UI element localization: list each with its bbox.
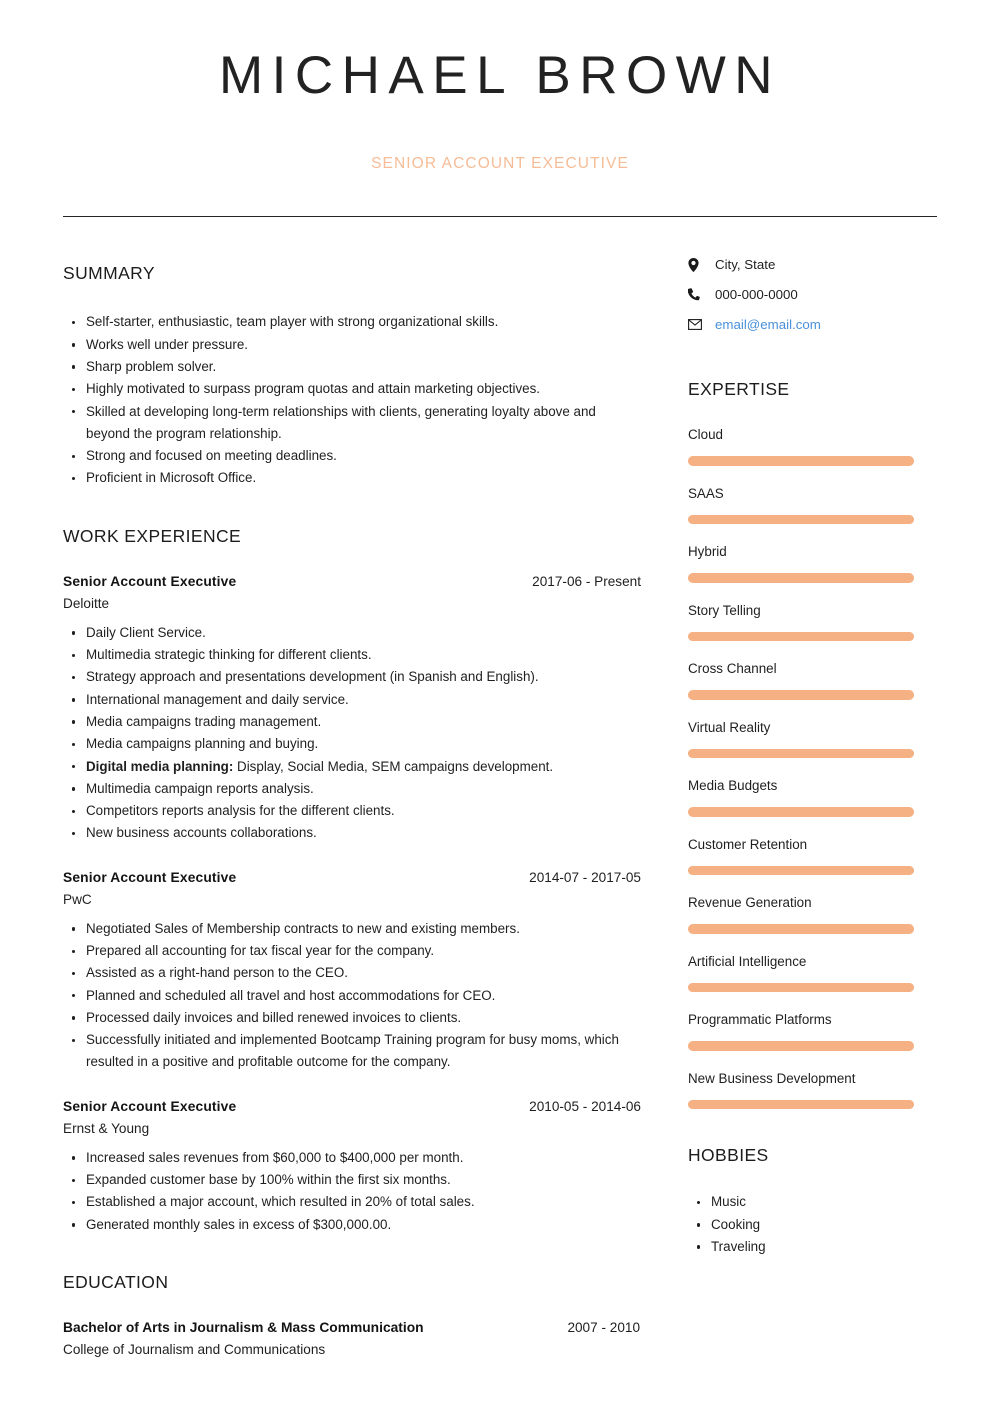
hobbies-heading: HOBBIES — [688, 1145, 769, 1166]
job-bullet: Digital media planning: Display, Social Media, SEM campaigns development. — [63, 756, 641, 778]
skill-bar-fill — [688, 1041, 914, 1051]
skill-entry — [688, 837, 937, 876]
job-bullet: Strategy approach and presentations development (in Spanish and English). — [63, 666, 641, 688]
skill-entry — [688, 1012, 937, 1051]
education-school: College of Journalism and Communications — [63, 1341, 326, 1357]
summary-item: Self-starter, enthusiastic, team player with strong organizational skills. — [63, 311, 641, 333]
skill-entry — [688, 720, 937, 759]
education-entry — [63, 1320, 641, 1357]
skill-label: Revenue Generation — [688, 895, 812, 911]
skill-entry — [688, 895, 937, 934]
skill-bar — [688, 1100, 914, 1110]
job-company: Deloitte — [63, 595, 110, 611]
skill-label: SAAS — [688, 485, 724, 501]
contact-row — [688, 287, 937, 302]
expertise-section — [688, 379, 937, 1109]
job-dates: 2017-06 - Present — [532, 573, 641, 589]
skill-bar — [688, 807, 914, 817]
job-bullet: Competitors reports analysis for the different clients. — [63, 800, 641, 822]
skill-bar — [688, 749, 914, 759]
skill-bar-fill — [688, 1100, 914, 1110]
job-bullet-list — [63, 1147, 641, 1236]
job-header — [63, 1099, 641, 1114]
education-header — [63, 1320, 641, 1335]
summary-item: Highly motivated to surpass program quotas and attain marketing objectives. — [63, 378, 641, 400]
job-bullet: Planned and scheduled all travel and host accommodations for CEO. — [63, 985, 641, 1007]
job-bullet-list — [63, 622, 641, 845]
contact-section — [688, 257, 937, 332]
location-pin-icon — [688, 258, 710, 272]
job-bullet: Increased sales revenues from $60,000 to $400,000 per month. — [63, 1147, 641, 1169]
job-bullet: International management and daily service. — [63, 689, 641, 711]
job-header — [63, 870, 641, 885]
summary-list — [63, 311, 641, 489]
skill-label: Media Budgets — [688, 778, 778, 794]
skill-bar-fill — [688, 866, 914, 876]
skill-entry — [688, 778, 937, 817]
job-title: Senior Account Executive — [63, 573, 237, 589]
job-title: Senior Account Executive — [63, 869, 237, 885]
summary-item: Skilled at developing long-term relationships with clients, generating loyalty above and beyond the program relationship. — [63, 401, 641, 446]
job-dates: 2014-07 - 2017-05 — [529, 869, 641, 885]
summary-item: Works well under pressure. — [63, 334, 641, 356]
skill-bar — [688, 690, 914, 700]
skill-entry — [688, 1071, 937, 1110]
job-bullet: Daily Client Service. — [63, 622, 641, 644]
main-column — [63, 263, 641, 1357]
job-entry — [63, 1099, 641, 1236]
job-bullet: Expanded customer base by 100% within the first six months. — [63, 1169, 641, 1191]
skill-entry — [688, 661, 937, 700]
skill-bar-fill — [688, 573, 914, 583]
skill-bar — [688, 924, 914, 934]
education-degree: Bachelor of Arts in Journalism & Mass Communication — [63, 1319, 424, 1335]
skill-bar — [688, 866, 914, 876]
skill-bar-fill — [688, 515, 914, 525]
candidate-job-title: SENIOR ACCOUNT EXECUTIVE — [371, 155, 629, 173]
job-bullet: Processed daily invoices and billed renewed invoices to clients. — [63, 1007, 641, 1029]
header-divider — [63, 216, 937, 217]
skill-bar — [688, 632, 914, 642]
skill-label: Cloud — [688, 427, 723, 443]
job-company: PwC — [63, 891, 92, 907]
skill-bar-fill — [688, 807, 914, 817]
contact-value: 000-000-0000 — [715, 287, 798, 303]
skill-bar — [688, 573, 914, 583]
skill-label: New Business Development — [688, 1070, 856, 1086]
resume-body — [0, 257, 1000, 1357]
education-section — [63, 1272, 641, 1357]
skill-bar — [688, 983, 914, 993]
candidate-name: MICHAEL BROWN — [218, 46, 781, 105]
skill-bar — [688, 515, 914, 525]
skill-bar-fill — [688, 456, 914, 466]
hobbies-list — [688, 1191, 937, 1258]
job-bullet: Media campaigns trading management. — [63, 711, 641, 733]
contact-email-link[interactable]: email@email.com — [715, 317, 821, 333]
job-bullet-emphasis: Digital media planning: — [86, 758, 234, 774]
education-dates: 2007 - 2010 — [567, 1319, 640, 1335]
skill-entry — [688, 427, 937, 466]
job-list — [63, 574, 641, 1236]
skill-entry — [688, 954, 937, 993]
skill-entry — [688, 544, 937, 583]
education-list — [63, 1320, 641, 1357]
skill-bar-fill — [688, 924, 914, 934]
expertise-heading: EXPERTISE — [688, 379, 790, 400]
skill-entry — [688, 603, 937, 642]
hobbies-section — [688, 1145, 937, 1258]
job-bullet-list — [63, 918, 641, 1074]
job-title: Senior Account Executive — [63, 1098, 237, 1114]
skill-bar-fill — [688, 983, 914, 993]
contact-row[interactable] — [688, 317, 937, 332]
summary-heading: SUMMARY — [63, 263, 155, 284]
job-bullet: Assisted as a right-hand person to the CEO. — [63, 962, 641, 984]
work-experience-section — [63, 526, 641, 1236]
job-company: Ernst & Young — [63, 1120, 150, 1136]
job-bullet: Multimedia campaign reports analysis. — [63, 778, 641, 800]
summary-item: Proficient in Microsoft Office. — [63, 467, 641, 489]
job-bullet: Successfully initiated and implemented Bootcamp Training program for busy moms, which resulted in a positive and profitable outcome for the company. — [63, 1029, 641, 1074]
resume-header — [0, 0, 1000, 173]
skill-label: Programmatic Platforms — [688, 1012, 832, 1028]
job-bullet: Media campaigns planning and buying. — [63, 733, 641, 755]
skill-label: Cross Channel — [688, 661, 777, 677]
job-entry — [63, 870, 641, 1074]
job-bullet: New business accounts collaborations. — [63, 822, 641, 844]
skill-bar-fill — [688, 632, 914, 642]
skill-label: Story Telling — [688, 602, 761, 618]
job-bullet: Multimedia strategic thinking for different clients. — [63, 644, 641, 666]
work-experience-heading: WORK EXPERIENCE — [63, 525, 242, 546]
skill-label: Hybrid — [688, 544, 727, 560]
sidebar-column — [641, 257, 937, 1258]
skill-bar-fill — [688, 690, 914, 700]
job-bullet: Established a major account, which resulted in 20% of total sales. — [63, 1191, 641, 1213]
job-bullet: Negotiated Sales of Membership contracts to new and existing members. — [63, 918, 641, 940]
education-heading: EDUCATION — [63, 1271, 169, 1292]
summary-section — [63, 263, 641, 489]
envelope-icon — [688, 319, 710, 330]
hobby-item: Music — [688, 1191, 937, 1213]
skill-list — [688, 427, 937, 1109]
job-entry — [63, 574, 641, 845]
contact-row — [688, 257, 937, 272]
summary-item: Strong and focused on meeting deadlines. — [63, 445, 641, 467]
job-bullet: Prepared all accounting for tax fiscal year for the company. — [63, 940, 641, 962]
skill-label: Virtual Reality — [688, 719, 771, 735]
summary-item: Sharp problem solver. — [63, 356, 641, 378]
skill-entry — [688, 486, 937, 525]
skill-label: Artificial Intelligence — [688, 953, 807, 969]
hobby-item: Traveling — [688, 1236, 937, 1258]
job-header — [63, 574, 641, 589]
skill-label: Customer Retention — [688, 836, 808, 852]
skill-bar-fill — [688, 749, 914, 759]
phone-icon — [688, 288, 710, 301]
skill-bar — [688, 1041, 914, 1051]
hobby-item: Cooking — [688, 1214, 937, 1236]
contact-value: City, State — [715, 257, 776, 273]
job-bullet: Generated monthly sales in excess of $300,000.00. — [63, 1214, 641, 1236]
job-dates: 2010-05 - 2014-06 — [529, 1098, 641, 1114]
skill-bar — [688, 456, 914, 466]
